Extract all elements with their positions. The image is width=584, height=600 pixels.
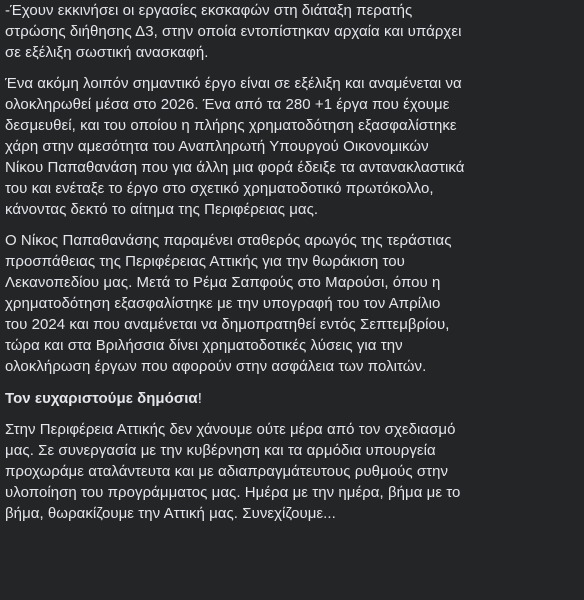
post-paragraph-papathanasis: Ο Νίκος Παπαθανάσης παραμένει σταθερός αρωγός της τεράστιας προσπάθειας της Περιφέρειας Αττικής για την θωράκιση του Λεκανοπεδίου μας. Μετά το Ρέμα Σαπφούς στο Μαρούσι, όπου η χρηματοδότηση εξασφαλίστηκε με την υπογραφή του τον Απρίλιο του 2024 και που αναμένεται να δημοπρατηθεί εντός Σεπτεμβρίου, τώρα και στα Βριλήσσια δίνει χρηματοδοτικές λύσεις για την ολοκλήρωση έργων που αφορούν στην ασφάλεια των πολιτών. [5,232,452,375]
post-paragraph-excavation: -Έχουν εκκινήσει οι εργασίες εκσκαφών στη διάταξη περατής στρώσης διήθησης Δ3, στην οποία εντοπίστηκαν αρχαία και υπάρχει σε εξέλιξη σωστική ανασκαφή. [5,2,462,61]
thanks-exclamation: ! [197,390,202,407]
post-paragraph-closing: Στην Περιφέρεια Αττικής δεν χάνουμε ούτε μέρα από τον σχεδιασμό μας. Σε συνεργασία με την κυβέρνηση και τα αρμόδια υπουργεία προχωράμε αταλάντευτα και με αδιαπραγμάτευτους ρυθμούς στην υλοποίηση του προγράμματος μας. Ημέρα με την ημέρα, βήμα με το βήμα, θωρακίζουμε την Αττική μας. Συνεχίζουμε... [5,421,461,522]
post-paragraph-project: Ένα ακόμη λοιπόν σημαντικό έργο είναι σε εξέλιξη και αναμένεται να ολοκληρωθεί μέσα στο 2026. Ένα από τα 280 +1 έργα που έχουμε δεσμευθεί, και του οποίου η πλήρης χρηματοδότηση εξασφαλίστηκε χάρη στην αμεσότητα του Αναπληρωτή Υπουργού Οικονομικών Νίκου Παπαθανάση που για άλλη μια φορά έδειξε τα αντανακλαστικά του και ενέταξε το έργο στο σχετικό χρηματοδοτικό πρωτόκολλο, κάνοντας δεκτό το αίτημα της Περιφέρειας μας. [5,75,465,218]
post-body [5,0,581,524]
thanks-bold-text: Τον ευχαριστούμε δημόσια [5,390,198,407]
post-paragraph-thanks [5,388,581,409]
